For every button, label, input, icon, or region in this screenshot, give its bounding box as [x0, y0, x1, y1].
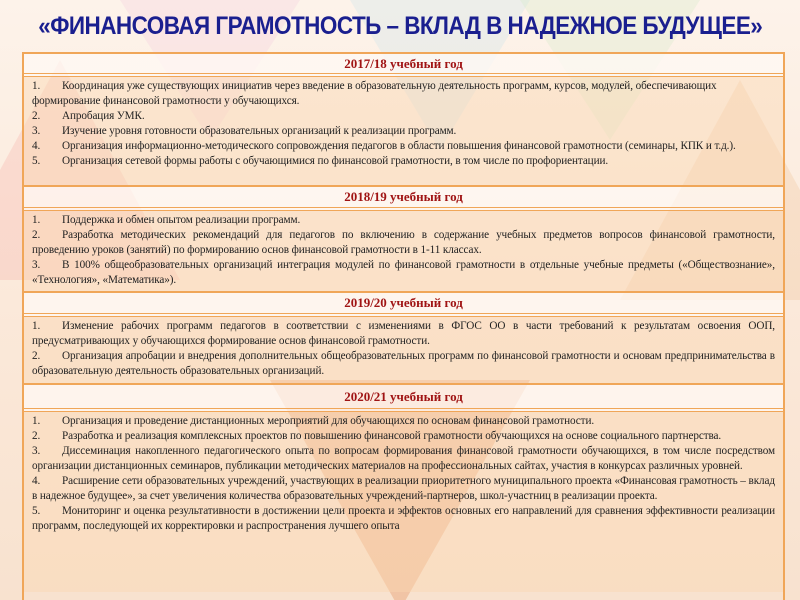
- year-section-2019-20: [24, 317, 783, 385]
- item-number: 1.: [32, 80, 41, 92]
- list-item: [32, 504, 775, 534]
- item-text: Организация информационно-методического сопровождения педагогов в области повышения финансовой грамотности (семинары, КПК и т.д.).: [62, 140, 736, 152]
- year-header: 2017/18 учебный год: [24, 54, 783, 77]
- year-header: 2018/19 учебный год: [24, 187, 783, 211]
- list-item: [32, 258, 775, 288]
- list-item: [32, 429, 775, 444]
- item-text: Поддержка и обмен опытом реализации программ.: [62, 214, 301, 226]
- item-number: 2.: [32, 110, 41, 122]
- list-item: [32, 349, 775, 379]
- item-text: Организация сетевой формы работы с обучающимися по финансовой грамотности, в том числе по профориентации.: [62, 155, 609, 167]
- list-item: [32, 319, 775, 349]
- list-item: [32, 228, 775, 258]
- item-number: 4.: [32, 475, 41, 487]
- item-number: 3.: [32, 259, 41, 271]
- year-section-2020-21: [24, 412, 783, 592]
- list-item: [32, 154, 775, 169]
- item-number: 4.: [32, 140, 41, 152]
- item-text: Мониторинг и оценка результативности в достижении цели проекта и эффектов основных его направлений для сравнения эффективности реализации программ, последующей их корректировки и распространения лучшего опыта: [32, 505, 775, 532]
- plan-table: [22, 52, 785, 600]
- item-text: Изменение рабочих программ педагогов в соответствии с изменениями в ФГОС ОО в части требований к результатам освоения ООП, предусматривающих у обучающихся формирование основ финансовой грамотности.: [32, 320, 775, 347]
- list-item: [32, 109, 775, 124]
- slide-title-wrap: [0, 0, 800, 40]
- item-number: 2.: [32, 430, 41, 442]
- list-item: [32, 213, 775, 228]
- list-item: [32, 474, 775, 504]
- item-text: Апробация УМК.: [62, 110, 145, 122]
- list-item: [32, 444, 775, 474]
- item-number: 2.: [32, 350, 41, 362]
- item-number: 1.: [32, 214, 41, 226]
- item-number: 5.: [32, 155, 41, 167]
- item-number: 2.: [32, 229, 41, 241]
- item-number: 1.: [32, 320, 41, 332]
- item-text: Разработка и реализация комплексных проектов по повышению финансовой грамотности обучающихся на основе социального партнерства.: [62, 430, 722, 442]
- item-text: Организация апробации и внедрения дополнительных общеобразовательных программ по финансовой грамотности и основам предпринимательства в образовательную деятельность образовательных организаций.: [32, 350, 775, 377]
- list-item: [32, 79, 775, 109]
- item-number: 1.: [32, 415, 41, 427]
- item-text: В 100% общеобразовательных организаций интеграция модулей по финансовой грамотности в отдельные учебные предметы («Обществознание», «Технология», «Математика»).: [32, 259, 775, 286]
- item-text: Диссеминация накопленного педагогического опыта по вопросам формирования финансовой грамотности обучающихся, в том числе посредством организации дистанционных семинаров, публикации методических материалов на профессиональных сайтах, участия в конкурсах различных уровней.: [32, 445, 775, 472]
- list-item: [32, 124, 775, 139]
- item-text: Разработка методических рекомендаций для педагогов по включению в содержание учебных предметов вопросов финансовой грамотности, проведению уроков (занятий) по формированию основ финансовой грамотности в 1-11 классах.: [32, 229, 775, 256]
- item-number: 3.: [32, 445, 41, 457]
- slide-title: «ФИНАНСОВАЯ ГРАМОТНОСТЬ – ВКЛАД В НАДЕЖНОЕ БУДУЩЕЕ»: [37, 12, 763, 40]
- year-header: 2019/20 учебный год: [24, 293, 783, 317]
- year-section-2018-19: [24, 211, 783, 293]
- item-text: Расширение сети образовательных учреждений, участвующих в реализации приоритетного муниципального проекта «Финансовая грамотность – вклад в надежное будущее», за счет увеличения количества образовательных учреждений-партнеров, школ-участниц в реализации проекта.: [32, 475, 775, 502]
- item-text: Изучение уровня готовности образовательных организаций к реализации программ.: [62, 125, 457, 137]
- item-text: Координация уже существующих инициатив через введение в образовательную деятельность программ, курсов, модулей, обеспечивающих формирование финансовой грамотности у обучающихся.: [32, 80, 717, 107]
- item-number: 3.: [32, 125, 41, 137]
- list-item: [32, 139, 775, 154]
- year-section-2017-18: [24, 77, 783, 187]
- year-header: 2020/21 учебный год: [24, 385, 783, 412]
- list-item: [32, 414, 775, 429]
- item-number: 5.: [32, 505, 41, 517]
- item-text: Организация и проведение дистанционных мероприятий для обучающихся по основам финансовой грамотности.: [62, 415, 595, 427]
